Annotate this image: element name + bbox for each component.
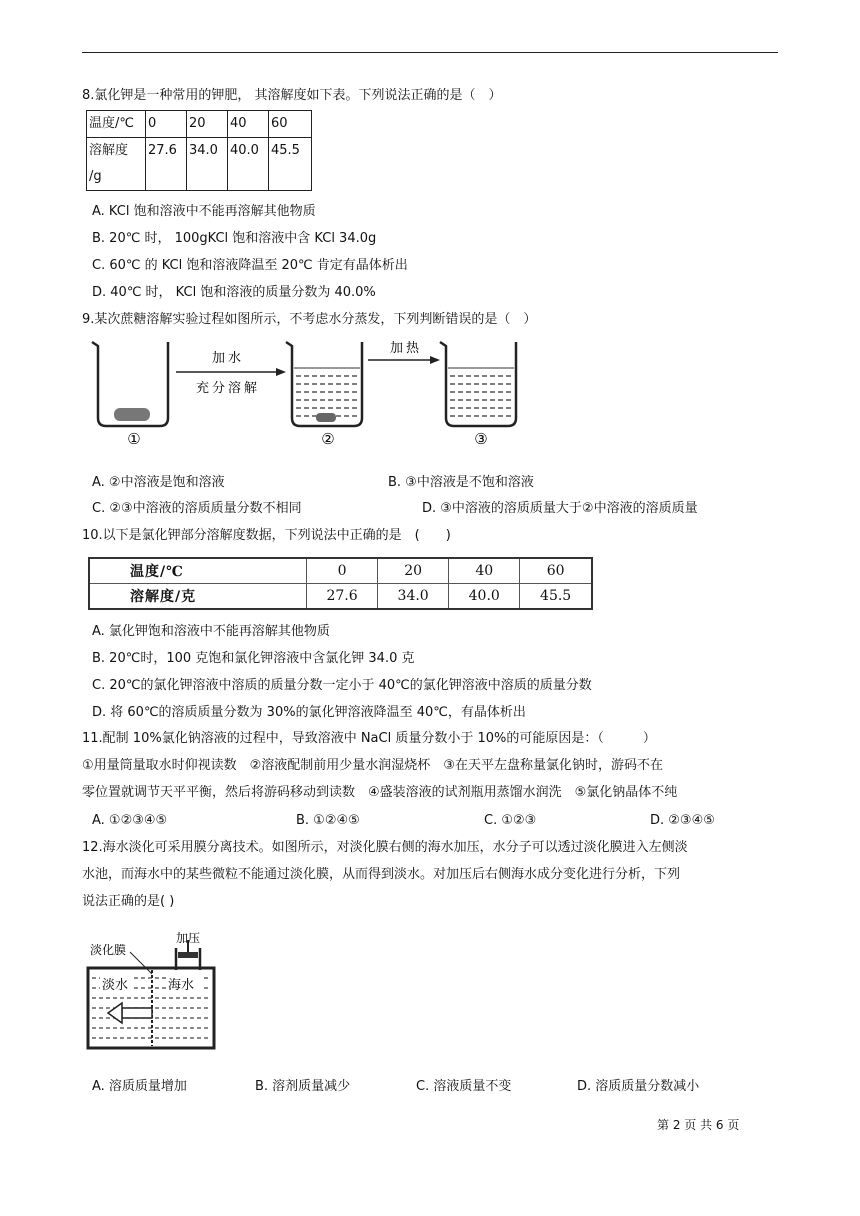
q12-option-a: A. 溶质质量增加 bbox=[92, 1079, 187, 1094]
q11-option-d: D. ②③④⑤ bbox=[650, 813, 715, 828]
table-cell: 40 bbox=[449, 558, 520, 584]
table-cell: 0 bbox=[146, 111, 187, 138]
beaker-label: ① bbox=[127, 430, 141, 448]
beaker-label: ② bbox=[321, 430, 335, 448]
flow-arrow-head-icon bbox=[108, 1003, 122, 1023]
arrow-label-bottom: 充分溶解 bbox=[195, 381, 261, 396]
table-cell: 34.0 bbox=[378, 584, 449, 610]
table-cell: 温度/℃ bbox=[89, 558, 307, 584]
piston bbox=[178, 952, 198, 958]
q12-option-c: C. 溶液质量不变 bbox=[416, 1079, 512, 1094]
table-cell: 34.0 bbox=[187, 138, 228, 191]
q12-desalination-figure bbox=[82, 926, 224, 1058]
label-fresh-water: 淡水 bbox=[102, 978, 129, 993]
table-cell-line: /g bbox=[89, 169, 102, 184]
table-cell: 60 bbox=[520, 558, 592, 584]
q9-stem: 9.某次蔗糖溶解实验过程如图所示，不考虑水分蒸发，下列判断错误的是（ ） bbox=[82, 312, 537, 327]
q11-option-c: C. ①②③ bbox=[484, 813, 537, 828]
arrow-head-icon bbox=[430, 356, 440, 364]
table-cell: 40.0 bbox=[449, 584, 520, 610]
table-row bbox=[87, 111, 312, 138]
q10-option-a: A. 氯化钾饱和溶液中不能再溶解其他物质 bbox=[92, 624, 330, 639]
label-sea-water: 海水 bbox=[168, 978, 195, 993]
table-cell-line: 溶解度 bbox=[89, 143, 129, 158]
q12-stem-line: 12.海水淡化可采用膜分离技术。如图所示，对淡化膜右侧的海水加压，水分子可以透过淡化膜进入左侧淡 bbox=[82, 840, 688, 855]
q8-option-a: A. KCl 饱和溶液中不能再溶解其他物质 bbox=[92, 204, 316, 219]
arrow-label-top: 加热 bbox=[389, 341, 423, 356]
table-cell: 45.5 bbox=[520, 584, 592, 610]
table-cell bbox=[87, 138, 146, 191]
table-row bbox=[89, 584, 592, 610]
table-cell: 60 bbox=[269, 111, 312, 138]
q8-option-d: D. 40℃ 时， KCl 饱和溶液的质量分数为 40.0% bbox=[92, 285, 376, 300]
sugar-solid bbox=[114, 408, 150, 421]
arrow-head-icon bbox=[276, 368, 286, 376]
q9-option-c: C. ②③中溶液的溶质质量分数不相同 bbox=[92, 501, 302, 516]
q12-option-d: D. 溶质质量分数减小 bbox=[577, 1079, 700, 1094]
table-cell: 20 bbox=[378, 558, 449, 584]
flow-arrow-icon bbox=[122, 1008, 152, 1018]
q11-option-b: B. ①②④⑤ bbox=[296, 813, 360, 828]
table-row bbox=[89, 558, 592, 584]
table-cell: 溶解度/克 bbox=[89, 584, 307, 610]
q9-option-d: D. ③中溶液的溶质质量大于②中溶液的溶质质量 bbox=[422, 501, 698, 516]
water-dashes bbox=[296, 376, 358, 416]
table-cell: 20 bbox=[187, 111, 228, 138]
q8-option-c: C. 60℃ 的 KCl 饱和溶液降温至 20℃ 肯定有晶体析出 bbox=[92, 258, 408, 273]
q10-option-c: C. 20℃的氯化钾溶液中溶质的质量分数一定小于 40℃的氯化钾溶液中溶质的质量分数 bbox=[92, 678, 592, 693]
beaker-label: ③ bbox=[474, 430, 488, 448]
table-cell: 27.6 bbox=[307, 584, 378, 610]
q9-option-b: B. ③中溶液是不饱和溶液 bbox=[388, 475, 534, 490]
q12-stem-line: 水池，而海水中的某些微粒不能通过淡化膜，从而得到淡水。对加压后右侧海水成分变化进行分析，下列 bbox=[82, 867, 681, 882]
q8-stem: 8.氯化钾是一种常用的钾肥， 其溶解度如下表。下列说法正确的是（ ） bbox=[82, 88, 502, 103]
q12-option-b: B. 溶剂质量减少 bbox=[255, 1079, 351, 1094]
table-cell: 45.5 bbox=[269, 138, 312, 191]
q12-stem-line: 说法正确的是( ) bbox=[82, 894, 175, 909]
table-cell: 40.0 bbox=[228, 138, 269, 191]
q11-option-a: A. ①②③④⑤ bbox=[92, 813, 168, 828]
q11-stem: 11.配制 10%氯化钠溶液的过程中，导致溶液中 NaCl 质量分数小于 10%的可能原因是：（ ） bbox=[82, 731, 656, 746]
table-row bbox=[87, 138, 312, 191]
q8-option-b: B. 20℃ 时， 100gKCl 饱和溶液中含 KCl 34.0g bbox=[92, 231, 377, 246]
q9-option-a: A. ②中溶液是饱和溶液 bbox=[92, 475, 225, 490]
arrow-label-top: 加水 bbox=[211, 351, 245, 366]
page-number: 第 2 页 共 6 页 bbox=[657, 1118, 740, 1132]
table-cell: 40 bbox=[228, 111, 269, 138]
q11-body-line: 零位置就调节天平平衡，然后将游码移动到读数 ④盛装溶液的试剂瓶用蒸馏水润洗 ⑤氯化钠晶体不纯 bbox=[82, 785, 678, 800]
q10-stem: 10.以下是氯化钾部分溶解度数据，下列说法中正确的是 ( ) bbox=[82, 528, 451, 543]
q8-solubility-table bbox=[86, 110, 312, 191]
header-rule bbox=[82, 52, 778, 53]
label-membrane: 淡化膜 bbox=[90, 943, 127, 957]
q10-solubility-table bbox=[88, 557, 593, 610]
table-cell: 0 bbox=[307, 558, 378, 584]
q11-body-line: ①用量筒量取水时仰视读数 ②溶液配制前用少量水润湿烧杯 ③在天平左盘称量氯化钠时，游码不在 bbox=[82, 758, 663, 773]
table-cell: 温度/℃ bbox=[87, 111, 146, 138]
label-pressure: 加压 bbox=[176, 931, 201, 945]
undissolved-sugar bbox=[316, 413, 336, 422]
q9-beaker-figure bbox=[88, 338, 528, 450]
q10-option-b: B. 20℃时，100 克饱和氯化钾溶液中含氯化钾 34.0 克 bbox=[92, 651, 415, 666]
q10-option-d: D. 将 60℃的溶质质量分数为 30%的氯化钾溶液降温至 40℃，有晶体析出 bbox=[92, 705, 526, 720]
table-cell: 27.6 bbox=[146, 138, 187, 191]
pointer-line bbox=[130, 952, 152, 974]
water-dashes bbox=[450, 376, 512, 416]
